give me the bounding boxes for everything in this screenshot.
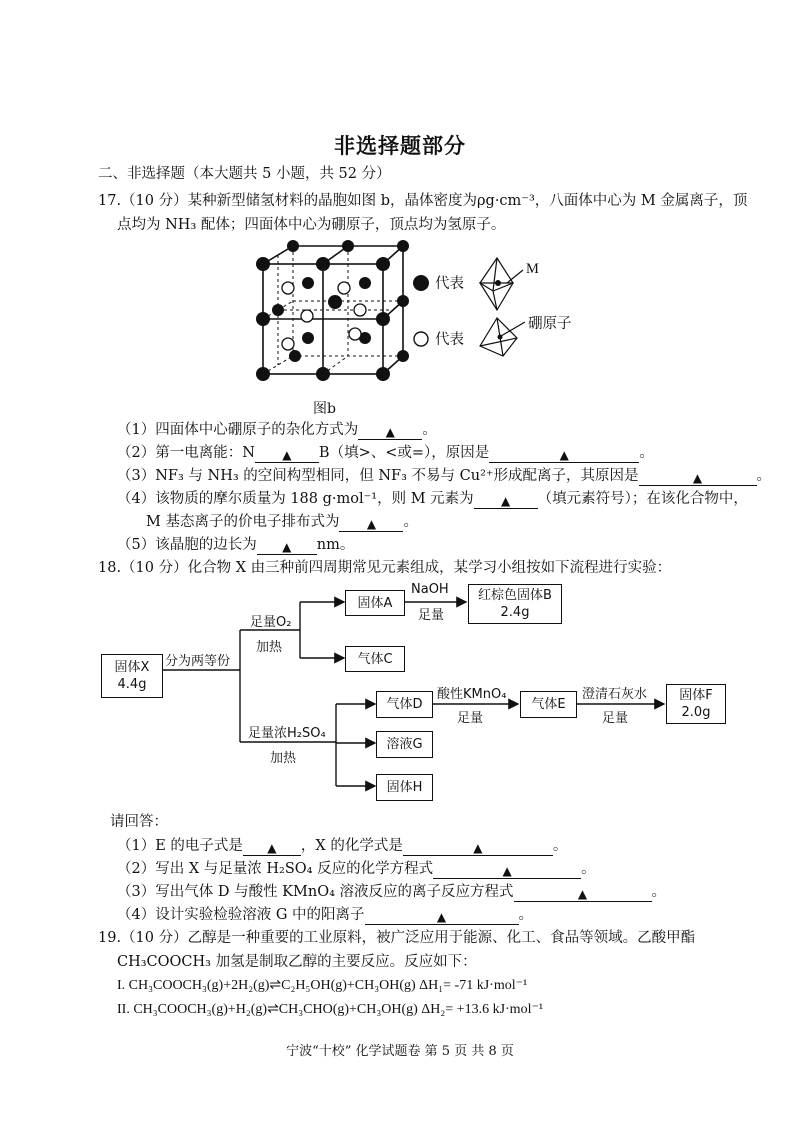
q17-sub3: （3）NF₃ 与 NH₃ 的空间构型相同，但 NF₃ 不易与 Cu²⁺形成配离子，其原因是 ▲ 。 xyxy=(117,468,772,485)
flow-h2so4-top: 足量浓H₂SO₄ xyxy=(248,726,326,741)
q18-answer-prompt: 请回答： xyxy=(110,814,168,830)
figure-caption: 图b xyxy=(313,401,336,417)
q17-sub1: （1）四面体中心硼原子的杂化方式为 ▲ 。 xyxy=(117,422,437,439)
legend-open-label: 代表 xyxy=(435,332,464,348)
q17-intro-line2: 点均为 NH₃ 配体；四面体中心为硼原子，顶点均为氢原子。 xyxy=(117,217,506,233)
flow-kmno4-bottom: 足量 xyxy=(457,711,484,726)
flow-lime-bottom: 足量 xyxy=(602,711,629,726)
q18-sub1: （1）E 的电子式是 ▲ ，X 的化学式是 ▲ 。 xyxy=(117,838,568,855)
q19-line1: 19.（10 分）乙醇是一种重要的工业原料，被广泛应用于能源、化工、食品等领域。乙酸甲酯 xyxy=(98,930,696,946)
flow-o2-bottom: 加热 xyxy=(256,640,283,655)
q17-intro-line1: 17.（10 分）某种新型储氢材料的晶胞如图 b，晶体密度为ρg·cm⁻³，八面体中心为 M 金属离子，顶 xyxy=(98,193,748,209)
q17-sub4b: M 基态离子的价电子排布式为 ▲ 。 xyxy=(146,514,418,531)
q19-reaction1: I. CH₃COOCH₃(g)+2H₂(g)⇌C₂H₅OH(g)+CH₃OH(g) ΔH₁= -71 kJ·mol⁻¹ xyxy=(117,978,528,993)
flow-solid-x: 固体X 4.4g xyxy=(101,654,163,698)
flow-gas-e: 气体E xyxy=(520,691,577,718)
flow-naoh-top: NaOH xyxy=(411,582,449,597)
flow-gas-c: 气体C xyxy=(345,646,405,672)
flow-solid-b: 红棕色固体B 2.4g xyxy=(468,584,562,624)
legend-m-label: M xyxy=(526,261,539,277)
flow-h2so4-bottom: 加热 xyxy=(270,751,297,766)
flow-split-label: 分为两等份 xyxy=(165,654,231,669)
flow-solution-g: 溶液G xyxy=(376,731,433,758)
q18-sub2: （2）写出 X 与足量浓 H₂SO₄ 反应的化学方程式 ▲ 。 xyxy=(117,861,596,878)
q18-sub3: （3）写出气体 D 与酸性 KMnO₄ 溶液反应的离子反应方程式 ▲ 。 xyxy=(117,884,667,901)
flow-kmno4-top: 酸性KMnO₄ xyxy=(437,687,507,702)
page-footer: 宁波“十校” 化学试题卷 第 5 页 共 8 页 xyxy=(286,1044,514,1059)
flow-lime-top: 澄清石灰水 xyxy=(582,687,648,702)
q19-reaction2: II. CH₃COOCH₃(g)+H₂(g)⇌CH₃CHO(g)+CH₃OH(g) ΔH₂= +13.6 kJ·mol⁻¹ xyxy=(117,1002,544,1017)
flow-solid-a: 固体A xyxy=(345,590,405,616)
flow-naoh-bottom: 足量 xyxy=(418,608,445,623)
flow-solid-h: 固体H xyxy=(376,774,433,801)
flow-solid-f: 固体F 2.0g xyxy=(666,684,726,724)
flow-gas-d: 气体D xyxy=(376,691,433,718)
flow-o2-top: 足量O₂ xyxy=(250,615,292,630)
legend-boron-label: 硼原子 xyxy=(528,316,572,332)
q17-sub5: （5）该晶胞的边长为 ▲ nm。 xyxy=(117,537,355,554)
q19-line2: CH₃COOCH₃ 加氢是制取乙醇的主要反应。反应如下： xyxy=(117,954,477,970)
q17-sub4: （4）该物质的摩尔质量为 188 g·mol⁻¹，则 M 元素为 ▲ （填元素符号）；在该化合物中， xyxy=(117,491,748,508)
section-heading: 二、非选择题（本大题共 5 小题，共 52 分） xyxy=(98,166,391,182)
q18-sub4: （4）设计实验检验溶液 G 中的阳离子 ▲ 。 xyxy=(117,907,534,924)
page-title: 非选择题部分 xyxy=(334,133,466,158)
legend-filled-label: 代表 xyxy=(435,276,464,292)
q18-intro: 18.（10 分）化合物 X 由三种前四周期常见元素组成，某学习小组按如下流程进行实验： xyxy=(98,560,672,576)
q17-sub2: （2）第一电离能：N ▲ B（填>、<或=），原因是 ▲ 。 xyxy=(117,445,654,462)
